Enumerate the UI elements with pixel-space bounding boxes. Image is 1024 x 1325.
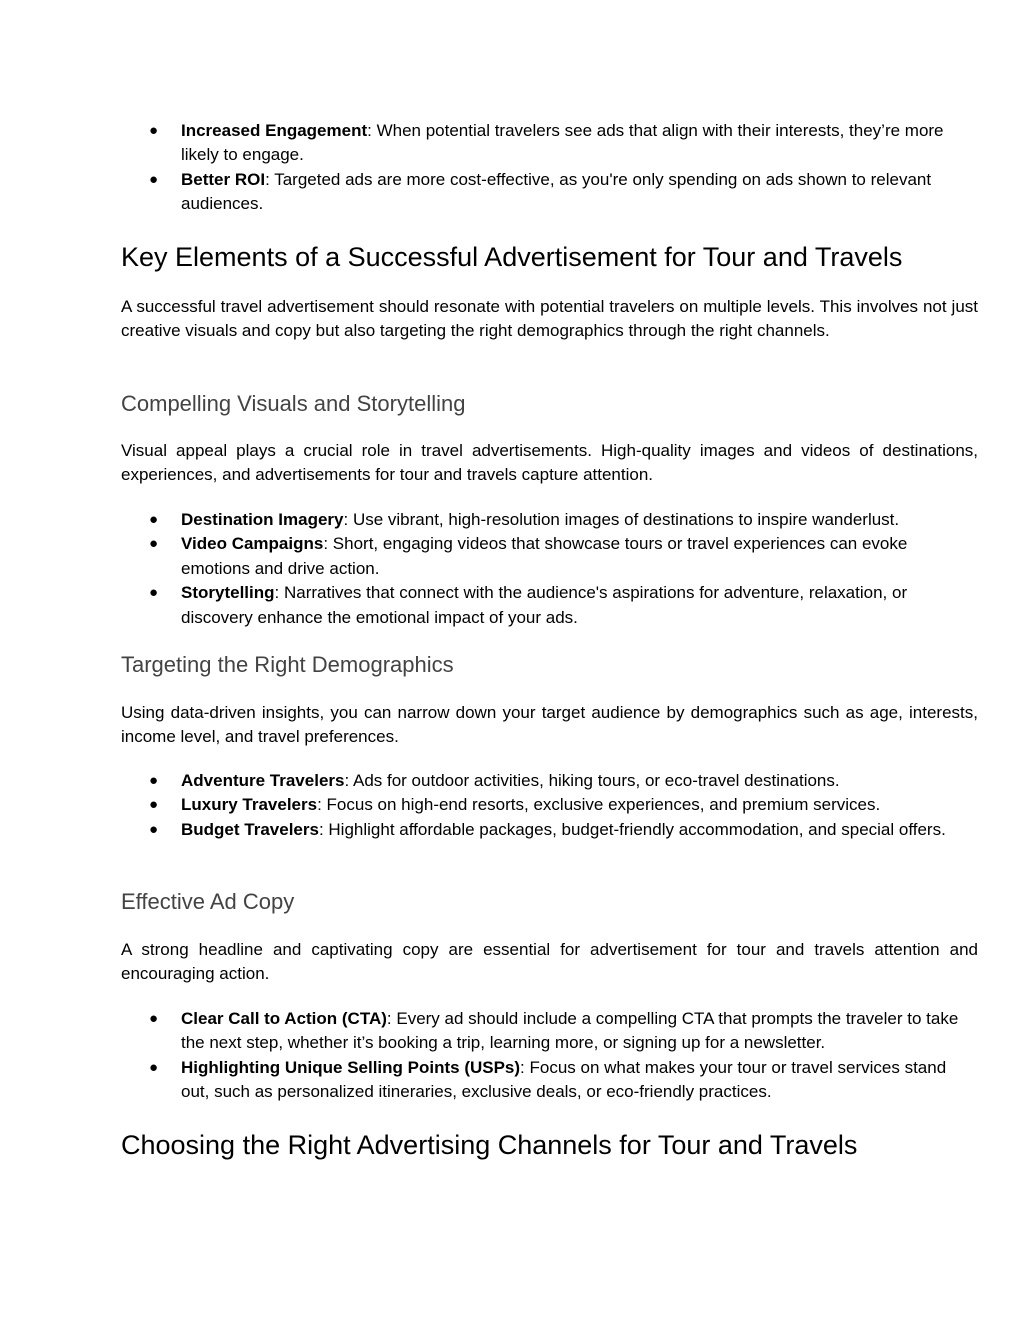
list-item: [121, 168, 978, 217]
list-item: [121, 818, 978, 842]
bullet-icon: ●: [149, 122, 159, 139]
list-item-term: Luxury Travelers: [181, 795, 318, 815]
list-item-term: Clear Call to Action (CTA): [181, 1009, 387, 1028]
list-item: [121, 508, 978, 532]
section-paragraph-key-elements: A successful travel advertisement should resonate with potential travelers on multiple levels. This involves not just creative visuals and copy but also targeting the right demographics through the right channels.: [121, 297, 978, 341]
list-item-term: Highlighting Unique Selling Points (USPs): [181, 1057, 521, 1077]
list-item: [121, 532, 978, 581]
bullet-icon: ●: [149, 535, 159, 553]
list-item-text: : Short, engaging videos that showcase tours or travel experiences can evoke emotions and drive action.: [181, 534, 908, 578]
subheading-targeting-demographics: Targeting the Right Demographics: [121, 652, 454, 677]
list-item-term: Destination Imagery: [181, 510, 344, 529]
subheading-effective-ad-copy: Effective Ad Copy: [121, 889, 295, 914]
list-item-text: : Ads for outdoor activities, hiking tours, or eco-travel destinations.: [344, 771, 840, 790]
bullet-icon: ●: [149, 1010, 159, 1027]
effective-ad-copy-list: [121, 1007, 978, 1105]
list-item-term: Budget Travelers: [181, 819, 319, 839]
bullet-icon: ●: [149, 796, 159, 814]
bullet-icon: ●: [149, 772, 159, 789]
list-item: [121, 793, 978, 817]
paragraph-effective-ad-copy: A strong headline and captivating copy are essential for advertisement for tour and travels attention and encouraging action.: [121, 940, 978, 984]
list-item-text: : Narratives that connect with the audience's aspirations for adventure, relaxation, or discovery enhance the emotional impact of your ads.: [181, 583, 908, 627]
list-item: [121, 581, 978, 630]
list-item-term: Video Campaigns: [181, 534, 324, 554]
bullet-icon: ●: [149, 511, 159, 528]
bullet-icon: ●: [149, 170, 159, 188]
list-item-text: : Every ad should include a compelling CTA that prompts the traveler to take the next step, whether it’s booking a trip, learning more, or signing up for a newsletter.: [181, 1009, 959, 1053]
list-item-text: : Targeted ads are more cost-effective, as you're only spending on ads shown to relevant audiences.: [181, 169, 932, 214]
bullet-icon: ●: [149, 1058, 159, 1076]
paragraph-compelling-visuals: Visual appeal plays a crucial role in travel advertisements. High-quality images and videos of destinations, experiences, and advertisements for tour and travels capture attention.: [121, 441, 978, 485]
list-item: [121, 1007, 978, 1056]
paragraph-targeting-demographics: Using data-driven insights, you can narrow down your target audience by demographics such as age, interests, income level, and travel preferences.: [121, 703, 978, 747]
targeting-demographics-list: [121, 769, 978, 842]
subheading-compelling-visuals: Compelling Visuals and Storytelling: [121, 391, 466, 416]
compelling-visuals-list: [121, 508, 978, 630]
list-item-term: Adventure Travelers: [181, 771, 345, 790]
bullet-icon: ●: [149, 584, 159, 602]
list-item-text: : Use vibrant, high-resolution images of destinations to inspire wanderlust.: [343, 510, 900, 529]
list-item-term: Better ROI: [181, 169, 266, 189]
intro-benefits-list: [121, 119, 978, 217]
section-heading-advertising-channels: Choosing the Right Advertising Channels for Tour and Travels: [121, 1130, 858, 1160]
list-item: [121, 1056, 978, 1105]
bullet-icon: ●: [149, 820, 159, 838]
list-item-term: Storytelling: [181, 583, 275, 603]
list-item: [121, 119, 978, 168]
section-heading-key-elements: Key Elements of a Successful Advertisement for Tour and Travels: [121, 242, 903, 272]
list-item-text: : Focus on high-end resorts, exclusive experiences, and premium services.: [317, 795, 881, 815]
list-item-text: : When potential travelers see ads that align with their interests, they’re more likely to engage.: [181, 121, 944, 165]
list-item-text: : Focus on what makes your tour or travel services stand out, such as personalized itineraries, exclusive deals, or eco-friendly practices.: [181, 1057, 947, 1102]
list-item: [121, 769, 978, 793]
list-item-text: : Highlight affordable packages, budget-friendly accommodation, and special offers.: [318, 819, 946, 839]
list-item-term: Increased Engagement: [181, 121, 368, 140]
